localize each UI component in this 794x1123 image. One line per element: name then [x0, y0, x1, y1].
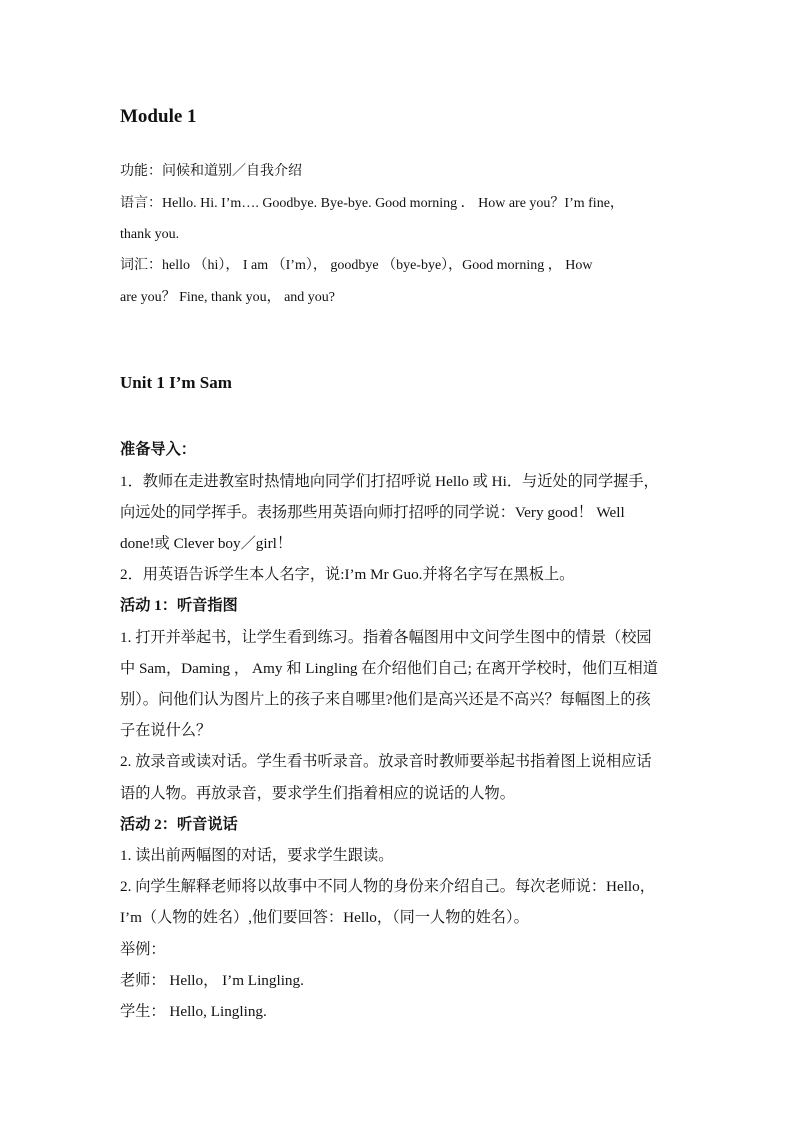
prep-line-1: 1．教师在走进教室时热情地向同学们打招呼说 Hello 或 Hi．与近处的同学握手， — [120, 473, 659, 490]
language-line-1: 语言：Hello. Hi. I’m…. Goodbye. Bye-bye. Good morning ． How are you？I’m fine， — [120, 196, 624, 211]
activity1-line-1: 1. 打开并举起书，让学生看到练习。指着各幅图用中文问学生图中的情景（校园 — [120, 629, 652, 646]
activity2-line-1: 1. 读出前两幅图的对话，要求学生跟读。 — [120, 847, 394, 864]
vocab-line-1: 词汇：hello （hi）， I am （I’m）， goodbye （bye-bye），Good morning ， How — [120, 258, 593, 273]
activity1-line-2: 中 Sam，Daming ， Amy 和 Lingling 在介绍他们自己; 在离开学校时，他们互相道 — [120, 660, 658, 677]
prep-line-2: 向远处的同学挥手。表扬那些用英语向师打招呼的同学说：Very good！ Well — [120, 504, 625, 521]
prep-heading: 准备导入： — [120, 441, 196, 458]
module-title: Module 1 — [120, 106, 197, 127]
activity2-line-2: 2. 向学生解释老师将以故事中不同人物的身份来介绍自己。每次老师说：Hello， — [120, 878, 655, 895]
activity2-line-3: I’m（人物的姓名）,他们要回答：Hello，（同一人物的姓名）。 — [120, 909, 529, 926]
function-line: 功能：问候和道别／自我介绍 — [120, 164, 302, 179]
unit-title: Unit 1 I’m Sam — [120, 373, 232, 392]
prep-line-3: done!或 Clever boy／girl！ — [120, 535, 293, 552]
student-example: 学生： Hello, Lingling. — [120, 1003, 267, 1020]
language-line-2: thank you. — [120, 227, 180, 242]
activity2-heading: 活动 2：听音说话 — [120, 816, 238, 833]
activity1-line-3: 别）。问他们认为图片上的孩子来自哪里?他们是高兴还是不高兴？每幅图上的孩 — [120, 691, 651, 708]
activity1-line-5: 2. 放录音或读对话。学生看书听录音。放录音时教师要举起书指着图上说相应话 — [120, 753, 652, 770]
teacher-example: 老师： Hello， I’m Lingling. — [120, 972, 304, 989]
vocab-line-2: are you？ Fine, thank you， and you? — [120, 290, 336, 305]
example-label: 举例： — [120, 941, 166, 958]
activity1-line-6: 语的人物。再放录音，要求学生们指着相应的说话的人物。 — [120, 785, 515, 802]
activity1-heading: 活动 1：听音指图 — [120, 597, 238, 614]
activity1-line-4: 子在说什么？ — [120, 722, 212, 739]
prep-line-4: 2．用英语告诉学生本人名字，说:I’m Mr Guo.并将名字写在黑板上。 — [120, 566, 575, 583]
